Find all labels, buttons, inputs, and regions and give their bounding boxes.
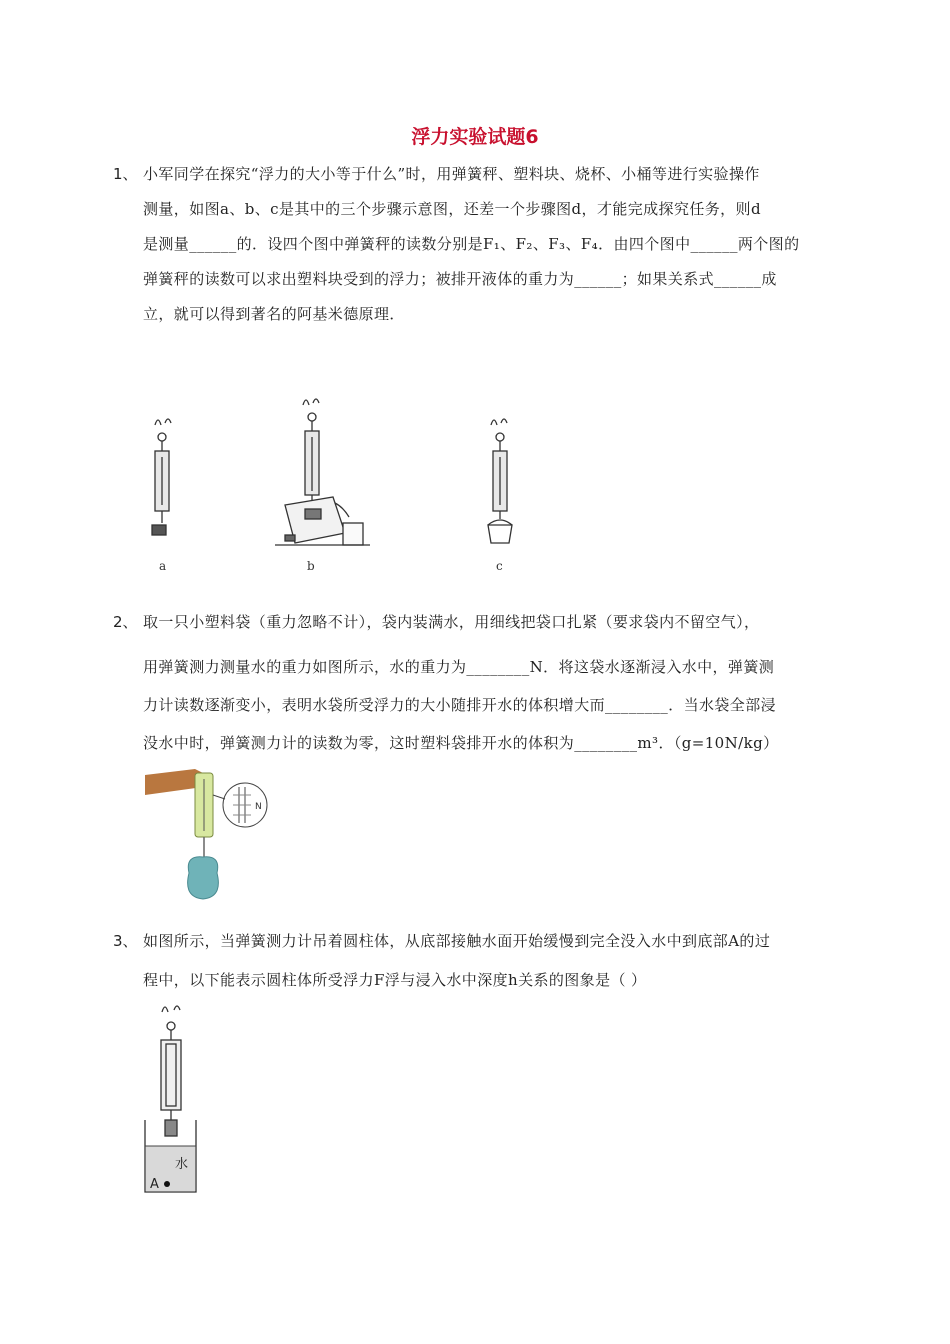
scale-unit-label: N (255, 802, 262, 812)
question-line: 用弹簧测力测量水的重力如图所示，水的重力为________N．将这袋水逐渐浸入水中，弹簧测 (143, 658, 775, 676)
point-a-marker (164, 1181, 170, 1187)
water-bag (188, 857, 219, 899)
spring-scale-c (488, 419, 512, 543)
question-line: 力计读数逐渐变小，表明水袋所受浮力的大小随排开水的体积增大而________．当水袋全部浸 (143, 696, 777, 714)
figure-label-b: b (307, 559, 315, 573)
figure-2-water-bag-scale (145, 765, 270, 905)
figure-label-c: c (496, 559, 503, 573)
water-label: 水 (175, 1157, 189, 1172)
cylinder (165, 1120, 177, 1136)
question-number: 3、 (113, 932, 138, 950)
question-line: 弹簧秤的读数可以求出塑料块受到的浮力；被排开液体的重力为______；如果关系式______成 (143, 270, 777, 288)
question-line: 程中，以下能表示圆柱体所受浮力F浮与浸入水中深度h关系的图象是（ ） (143, 971, 647, 989)
question-line: 是测量______的．设四个图中弹簧秤的读数分别是F₁、F₂、F₃、F₄．由四个图中______两个图的 (143, 235, 800, 253)
spring-scale-b (275, 399, 370, 545)
spring-scale (161, 1040, 181, 1110)
question-line: 立，就可以得到著名的阿基米德原理． (143, 305, 405, 323)
question-line: 没水中时，弹簧测力计的读数为零，这时塑料袋排开水的体积为________m³．（g=10N/kg） (143, 734, 779, 752)
point-a-label: A (150, 1177, 159, 1192)
figure-1-experiment-steps (135, 395, 535, 580)
question-line: 测量，如图a、b、c是其中的三个步骤示意图，还差一个步骤图d，才能完成探究任务，则d (143, 200, 761, 218)
question-number: 1、 (113, 165, 138, 183)
question-line: 取一只小塑料袋（重力忽略不计），袋内装满水，用细线把袋口扎紧（要求袋内不留空气）， (143, 613, 760, 631)
page-title: 浮力实验试题6 (411, 126, 539, 148)
figure-3-cylinder-in-water (140, 1000, 210, 1200)
question-line: 小军同学在探究“浮力的大小等于什么”时，用弹簧秤、塑料块、烧杯、小桶等进行实验操作 (143, 165, 760, 183)
figure-label-a: a (159, 559, 167, 573)
spring-scale-a (152, 419, 171, 535)
question-line: 如图所示，当弹簧测力计吊着圆柱体，从底部接触水面开始缓慢到完全没入水中到底部A的过 (143, 932, 771, 950)
question-number: 2、 (113, 613, 138, 631)
